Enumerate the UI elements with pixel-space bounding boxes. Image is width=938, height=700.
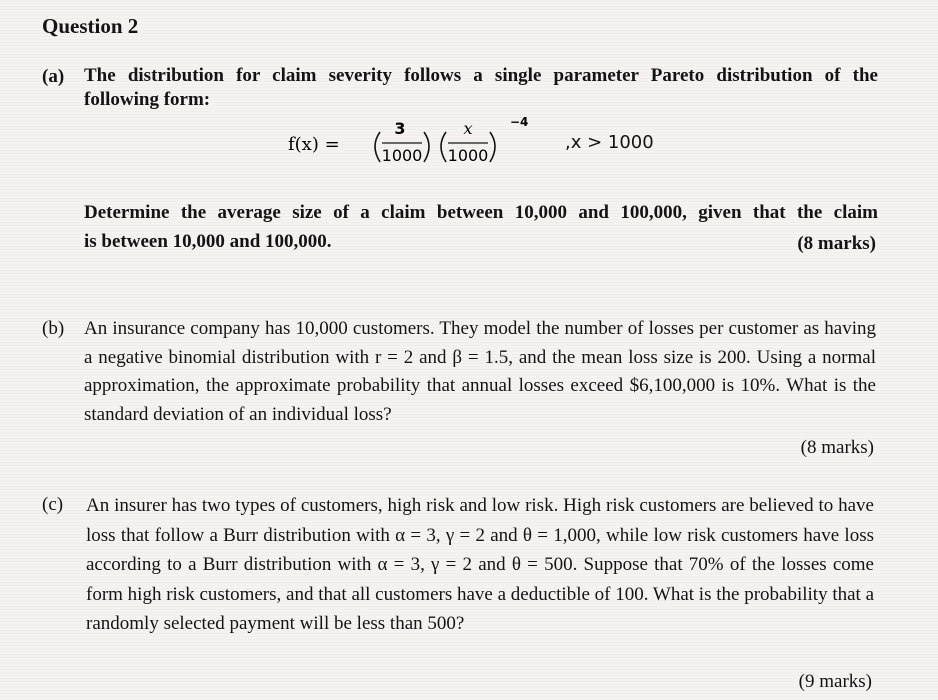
part-a-intro	[84, 62, 878, 114]
part-b-marks: (8 marks)	[800, 437, 874, 458]
formula-graphic	[288, 112, 558, 172]
formula-den2: 1000	[447, 146, 489, 165]
formula-condition: ,x > 1000	[565, 132, 654, 153]
formula-num1: 3	[394, 119, 406, 138]
part-a-question-line1: Determine the average size of a claim between 10,000 and 100,000, given that the claim	[84, 202, 878, 223]
paren-close-2	[490, 132, 495, 162]
part-a-label: (a)	[42, 66, 65, 87]
paren-close-1	[424, 132, 429, 162]
part-b-label: (b)	[42, 318, 65, 339]
part-c-text: An insurer has two types of customers, high risk and low risk. High risk customers are believed to have loss that follow a Burr distribution with α = 3, γ = 2 and θ = 1,000, while low risk customers have loss according to a Burr distribution with α = 3, γ = 2 and θ = 500. Suppose that 70% of the losses come form high risk customers, and that all customers have a deductible of 100. What is the probability that a randomly selected payment will be less than 500?	[86, 495, 874, 634]
part-a-intro-line2: following form:	[84, 88, 211, 110]
formula-den1: 1000	[381, 146, 423, 165]
formula-num2: x	[463, 119, 473, 138]
part-a-marks: (8 marks)	[797, 233, 876, 254]
part-a-question	[84, 199, 878, 256]
part-c-label: (c)	[42, 494, 64, 515]
formula-exponent: −4	[510, 115, 529, 129]
part-a-intro-line1: The distribution for claim severity follows a single parameter Pareto distribution of the	[84, 65, 878, 86]
part-a-question-line2: is between 10,000 and 100,000.	[84, 230, 332, 252]
paren-open-1	[375, 132, 380, 162]
part-c-marks: (9 marks)	[798, 671, 872, 692]
formula-lhs: f(x) =	[288, 134, 340, 155]
question-heading: Question 2	[42, 14, 139, 38]
paren-open-2	[441, 132, 446, 162]
part-b-text: An insurance company has 10,000 customers. They model the number of losses per customer as having a negative binomial distribution with r = 2 and β = 1.5, and the mean loss size is 200. Using a normal approximation, the approximate probability that annual losses exceed $6,100,000 is 10%. What is the standard deviation of an individual loss?	[84, 318, 876, 425]
